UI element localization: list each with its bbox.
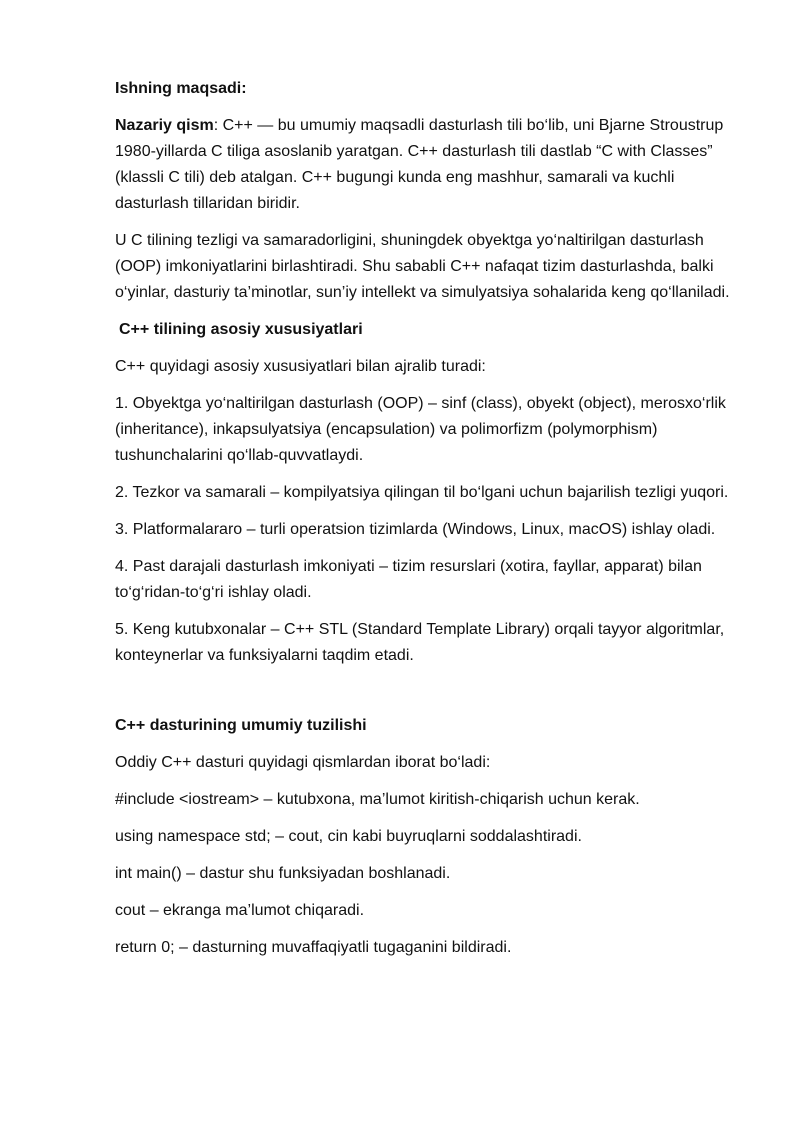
- structure-heading: C++ dasturining umumiy tuzilishi: [115, 717, 367, 734]
- feature-item-5: 5. Keng kutubxonalar – C++ STL (Standard Template Library) orqali tayyor algoritmlar, konteynerlar va funksiyalarni taqdim etadi.: [115, 621, 725, 664]
- theory-label: Nazariy qism: [115, 117, 214, 134]
- structure-line-2: using namespace std; – cout, cin kabi buyruqlarni soddalashtiradi.: [115, 828, 582, 845]
- structure-line-4: cout – ekranga ma’lumot chiqaradi.: [115, 902, 365, 919]
- feature-item-4: 4. Past darajali dasturlash imkoniyati – tizim resurslari (xotira, fayllar, apparat) bilan to‘g‘ridan-to‘g‘ri ishlay oladi.: [115, 558, 702, 601]
- structure-intro: Oddiy C++ dasturi quyidagi qismlardan iborat bo‘ladi:: [115, 754, 491, 771]
- feature-item-3: 3. Platformalararo – turli operatsion tizimlarda (Windows, Linux, macOS) ishlay oladi.: [115, 521, 716, 538]
- structure-line-3: int main() – dastur shu funksiyadan boshlanadi.: [115, 865, 451, 882]
- theory-paragraph: [115, 113, 735, 217]
- feature-item-1: 1. Obyektga yo‘naltirilgan dasturlash (OOP) – sinf (class), obyekt (object), merosxo‘rlik (inheritance), inkapsulyatsiya (encapsulation) va polimorfizm (polymorphism) tushunchalarini qo‘llab-quvvatlaydi.: [115, 395, 726, 464]
- document-page: [115, 76, 735, 972]
- blank-line: [115, 680, 735, 713]
- structure-line-1: #include <iostream> – kutubxona, ma’lumot kiritish-chiqarish uchun kerak.: [115, 791, 640, 808]
- feature-item-2: 2. Tezkor va samarali – kompilyatsiya qilingan til bo‘lgani uchun bajarilish tezligi yuqori.: [115, 484, 729, 501]
- features-intro: C++ quyidagi asosiy xususiyatlari bilan ajralib turadi:: [115, 358, 486, 375]
- theory-text: : C++ — bu umumiy maqsadli dasturlash tili bo‘lib, uni Bjarne Stroustrup 1980-yillarda C tiliga asoslanib yaratgan. C++ dasturlash tili dastlab “C with Classes” (klassli C tili) deb atalgan. C++ bugungi kunda eng mashhur, samarali va kuchli dasturlash tillaridan biridir.: [115, 117, 724, 212]
- features-heading: C++ tilining asosiy xususiyatlari: [119, 321, 363, 338]
- paragraph-2: U C tilining tezligi va samaradorligini, shuningdek obyektga yo‘naltirilgan dasturlash (OOP) imkoniyatlarini birlashtiradi. Shu sababli C++ nafaqat tizim dasturlashda, balki o‘yinlar, dasturiy ta’minotlar, sun’iy intellekt va simulyatsiya sohalarida keng qo‘llaniladi.: [115, 232, 730, 301]
- page-title: Ishning maqsadi:: [115, 80, 247, 97]
- structure-line-5: return 0; – dasturning muvaffaqiyatli tugaganini bildiradi.: [115, 939, 512, 956]
